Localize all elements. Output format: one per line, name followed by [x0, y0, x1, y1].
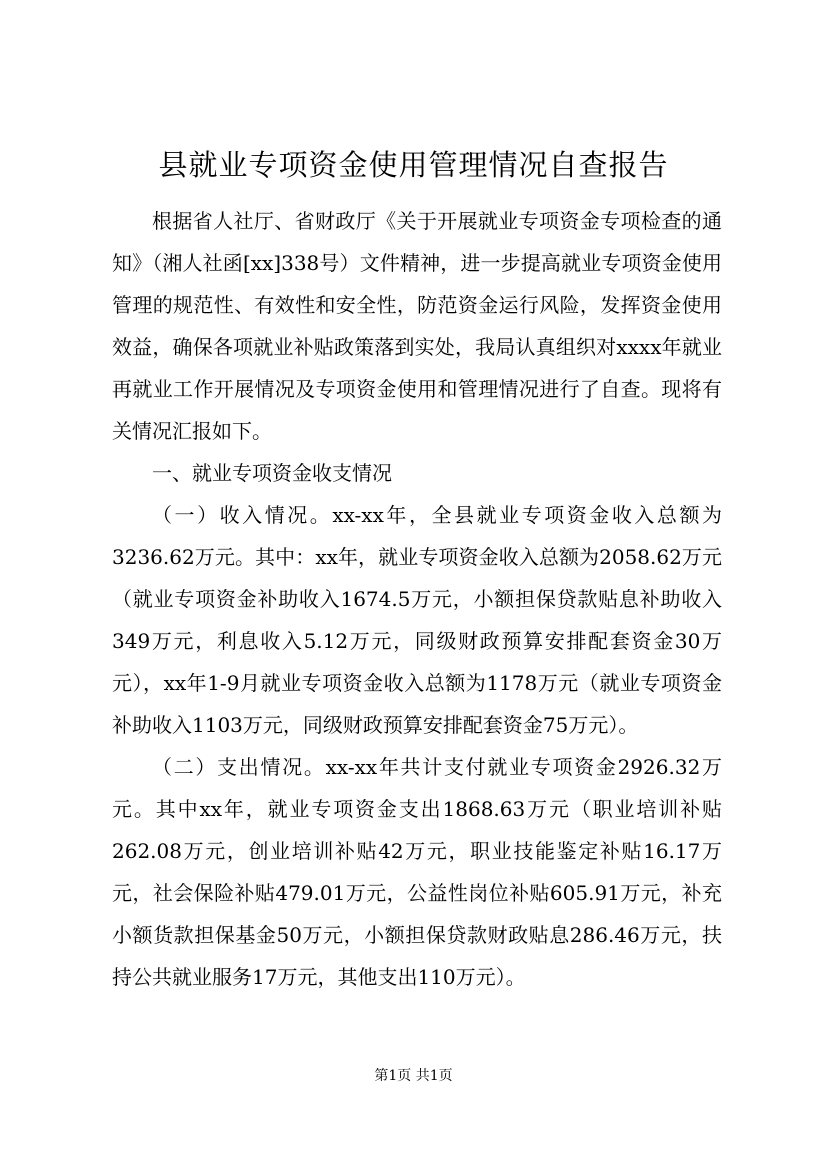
paragraph-intro: 根据省人社厅、省财政厅《关于开展就业专项资金专项检查的通知》（湘人社函[xx]338号）文件精神，进一步提高就业专项资金使用管理的规范性、有效性和安全性，防范资金运行风险，发挥资金使用效益，确保各项就业补贴政策落到实处，我局认真组织对xxxx年就业再就业工作开展情况及专项资金使用和管理情况进行了自查。现将有关情况汇报如下。: [112, 209, 722, 443]
document-title: 县就业专项资金使用管理情况自查报告: [158, 148, 669, 182]
paragraph-expenditure: （二）支出情况。xx-xx年共计支付就业专项资金2926.32万元。其中xx年，就业专项资金支出1868.63万元（职业培训补贴262.08万元，创业培训补贴42万元，职业技能鉴定补贴16.17万元，社会保险补贴479.01万元，公益性岗位补贴605.91万元，补充小额货款担保基金50万元，小额担保贷款财政贴息286.46万元，扶持公共就业服务17万元，其他支出110万元）。: [112, 755, 722, 989]
paragraph-income: （一）收入情况。xx-xx年，全县就业专项资金收入总额为3236.62万元。其中：xx年，就业专项资金收入总额为2058.62万元（就业专项资金补助收入1674.5万元，小额担保贷款贴息补助收入349万元，利息收入5.12万元，同级财政预算安排配套资金30万元），xx年1-9月就业专项资金收入总额为1178万元（就业专项资金补助收入1103万元，同级财政预算安排配套资金75万元）。: [112, 503, 722, 737]
page-footer: 第1页 共1页: [374, 1068, 453, 1084]
section-heading-1: 一、就业专项资金收支情况: [152, 461, 392, 485]
document-body: [112, 200, 722, 998]
